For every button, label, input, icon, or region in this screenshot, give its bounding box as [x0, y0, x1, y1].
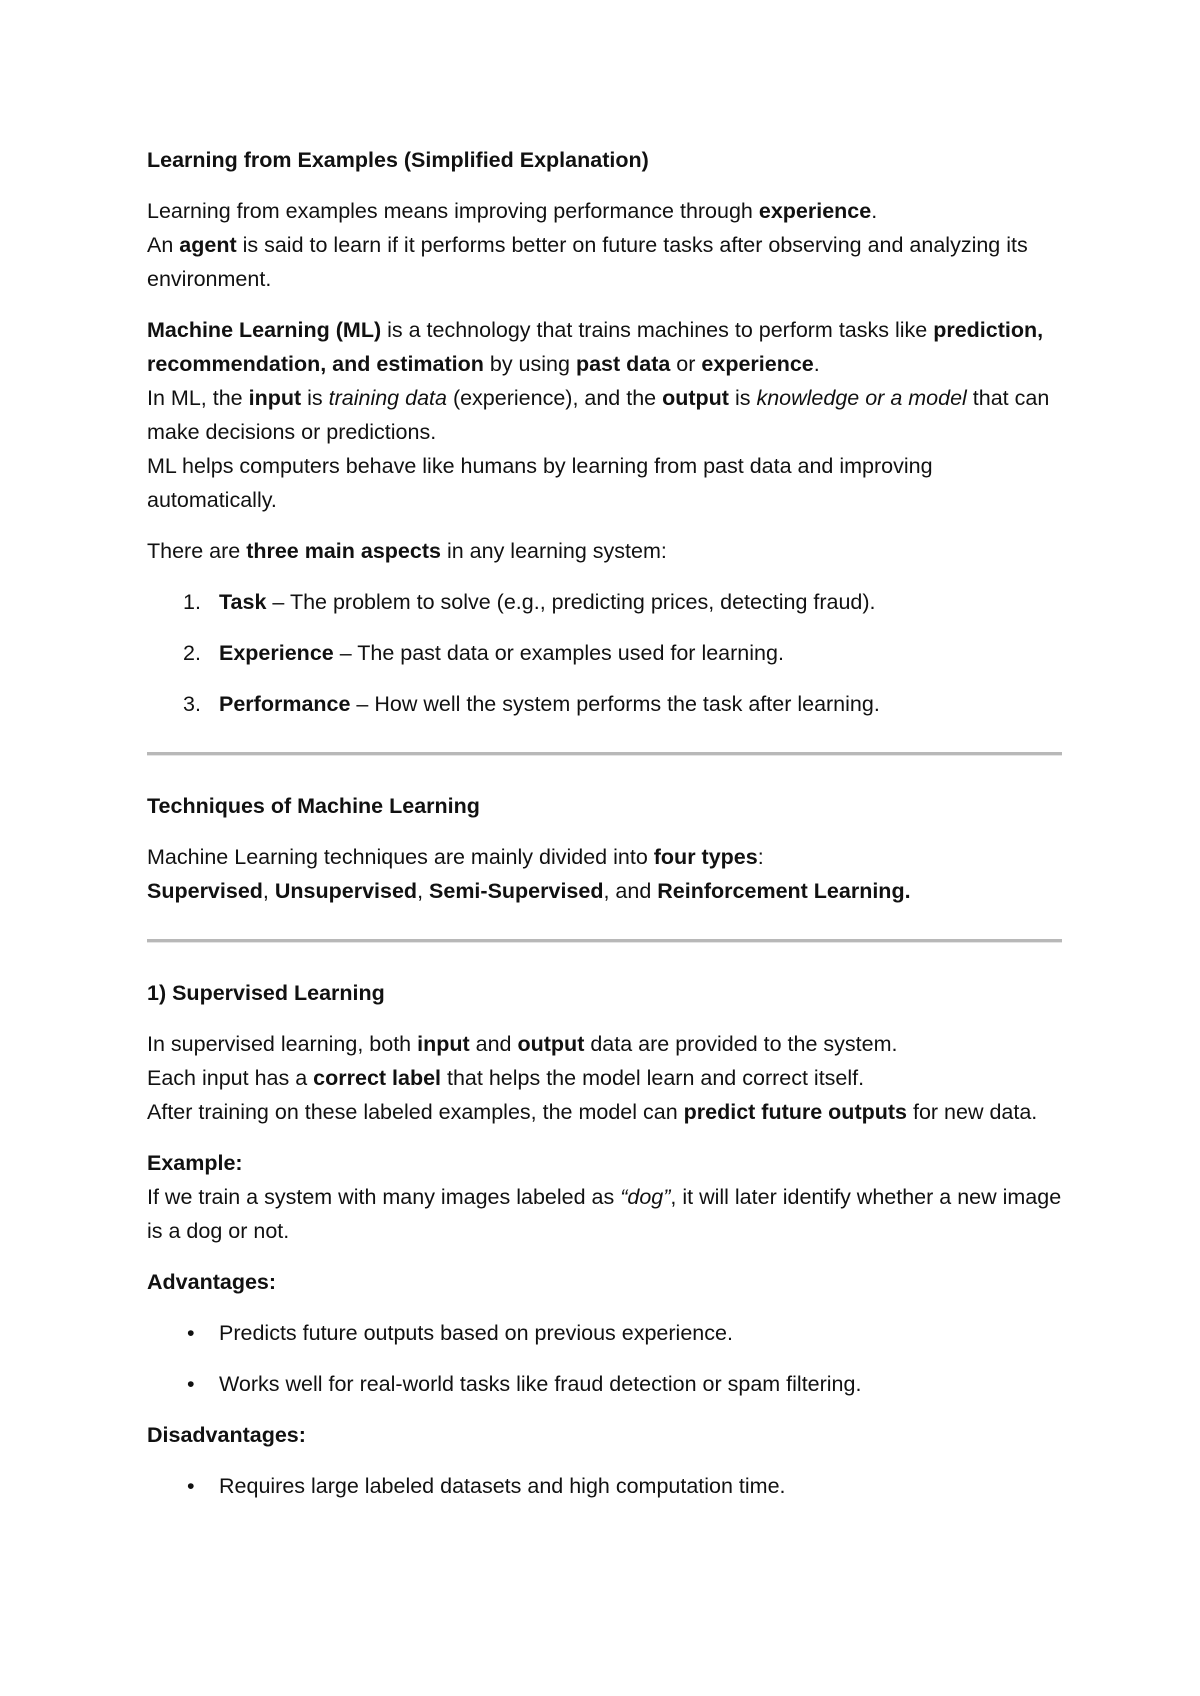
text-run: , [262, 879, 275, 903]
text-run: : [757, 845, 764, 869]
advantages-label: Advantages: [147, 1270, 277, 1294]
aspect-term: Task [219, 590, 267, 614]
text-run: is said to learn if it performs better on future tasks after observing and analyzing its environment. [147, 233, 1028, 291]
list-item [147, 687, 1062, 721]
example-label: Example: [147, 1151, 243, 1175]
bold-term-supervised: Supervised [147, 879, 263, 903]
bold-term-four-types: four types [653, 845, 758, 869]
bold-term-semi-supervised: Semi-Supervised [429, 879, 604, 903]
text-run: in any learning system: [440, 539, 667, 563]
supervised-line-2 [147, 1061, 1062, 1095]
supervised-line-3 [147, 1095, 1062, 1129]
bold-term-correct-label: correct label [313, 1066, 442, 1090]
bold-term-experience: experience [701, 352, 814, 376]
bold-term-experience: experience [758, 199, 872, 223]
ml-line-1 [147, 313, 1062, 381]
list-item [147, 585, 1062, 619]
text-run: that helps the model learn and correct itself. [441, 1066, 865, 1090]
aspect-description: – How well the system performs the task after learning. [350, 692, 880, 716]
advantage-text: Predicts future outputs based on previous experience. [219, 1321, 733, 1345]
aspect-term: Experience [219, 641, 334, 665]
bullet-icon: • [187, 1321, 195, 1345]
text-run: . [813, 352, 820, 376]
techniques-paragraph [147, 840, 1062, 908]
text-run: , and [603, 879, 658, 903]
example-text [147, 1180, 1062, 1248]
bold-term-reinforcement: Reinforcement Learning. [657, 879, 911, 903]
aspect-description: – The past data or examples used for learning. [333, 641, 784, 665]
text-run: An [147, 233, 180, 257]
horizontal-divider [147, 939, 1062, 943]
bold-term-input: input [248, 386, 302, 410]
italic-term-knowledge: knowledge or a model [756, 386, 967, 410]
intro-paragraph [147, 194, 1062, 296]
text-run: Each input has a [147, 1066, 314, 1090]
text-run: Machine Learning techniques are mainly divided into [147, 845, 654, 869]
intro-line-1 [147, 194, 1062, 228]
text-run: or [670, 352, 702, 376]
horizontal-divider [147, 752, 1062, 756]
bold-term-past-data: past data [575, 352, 671, 376]
text-run: After training on these labeled examples, the model can [147, 1100, 684, 1124]
list-item [147, 1469, 1062, 1503]
techniques-line-1 [147, 840, 1062, 874]
supervised-paragraph [147, 1027, 1062, 1129]
section-title-supervised-learning: 1) Supervised Learning [147, 981, 385, 1005]
advantage-text: Works well for real-world tasks like fraud detection or spam filtering. [219, 1372, 862, 1396]
bullet-icon: • [187, 1372, 195, 1396]
text-run: is a technology that trains machines to perform tasks like [381, 318, 934, 342]
text-run: Learning from examples means improving performance through [147, 199, 759, 223]
ml-definition-paragraph [147, 313, 1062, 517]
bold-term-agent: agent [179, 233, 237, 257]
text-run: In ML, the [147, 386, 249, 410]
bold-term-unsupervised: Unsupervised [274, 879, 418, 903]
text-run: is [728, 386, 757, 410]
list-item [147, 636, 1062, 670]
intro-line-2 [147, 228, 1062, 296]
supervised-line-1 [147, 1027, 1062, 1061]
ml-line-3: ML helps computers behave like humans by learning from past data and improving automatically. [147, 454, 933, 512]
text-run: (experience), and the [446, 386, 663, 410]
text-run: If we train a system with many images labeled as [147, 1185, 621, 1209]
text-run: In supervised learning, both [147, 1032, 418, 1056]
aspect-description: – The problem to solve (e.g., predicting prices, detecting fraud). [266, 590, 876, 614]
bold-term-input: input [417, 1032, 470, 1056]
bold-term-three-aspects: three main aspects [246, 539, 441, 563]
text-run: and [469, 1032, 518, 1056]
disadvantages-list [147, 1469, 1062, 1503]
text-run: that can make decisions or predictions. [147, 386, 1050, 444]
bold-term-output: output [662, 386, 729, 410]
aspects-intro-paragraph [147, 534, 1062, 568]
section-title-learning-from-examples: Learning from Examples (Simplified Explanation) [147, 148, 649, 172]
italic-term-dog: “dog” [620, 1185, 671, 1209]
bold-term-prediction: prediction, recommendation, and estimation [147, 318, 1044, 376]
list-item [147, 1367, 1062, 1401]
text-run: for new data. [907, 1100, 1038, 1124]
text-run: data are provided to the system. [584, 1032, 898, 1056]
list-number: 2. [183, 641, 201, 665]
text-run: There are [147, 539, 247, 563]
bullet-icon: • [187, 1474, 195, 1498]
text-run: by using [483, 352, 576, 376]
list-item [147, 1316, 1062, 1350]
bold-term-predict-future: predict future outputs [683, 1100, 907, 1124]
ml-line-2 [147, 381, 1062, 449]
text-run: , it will later identify whether a new image is a dog or not. [147, 1185, 1062, 1243]
disadvantages-label: Disadvantages: [147, 1423, 306, 1447]
text-run: . [871, 199, 878, 223]
techniques-line-2 [147, 874, 1062, 908]
section-title-techniques: Techniques of Machine Learning [147, 794, 480, 818]
bold-term-ml: Machine Learning (ML) [147, 318, 382, 342]
list-number: 1. [183, 590, 201, 614]
bold-term-output: output [517, 1032, 585, 1056]
italic-term-training-data: training data [328, 386, 447, 410]
aspect-term: Performance [219, 692, 351, 716]
text-run: , [417, 879, 430, 903]
aspects-list [147, 585, 1062, 721]
disadvantage-text: Requires large labeled datasets and high computation time. [219, 1474, 786, 1498]
list-number: 3. [183, 692, 201, 716]
text-run: is [301, 386, 329, 410]
example-block [147, 1146, 1062, 1248]
advantages-list [147, 1316, 1062, 1401]
